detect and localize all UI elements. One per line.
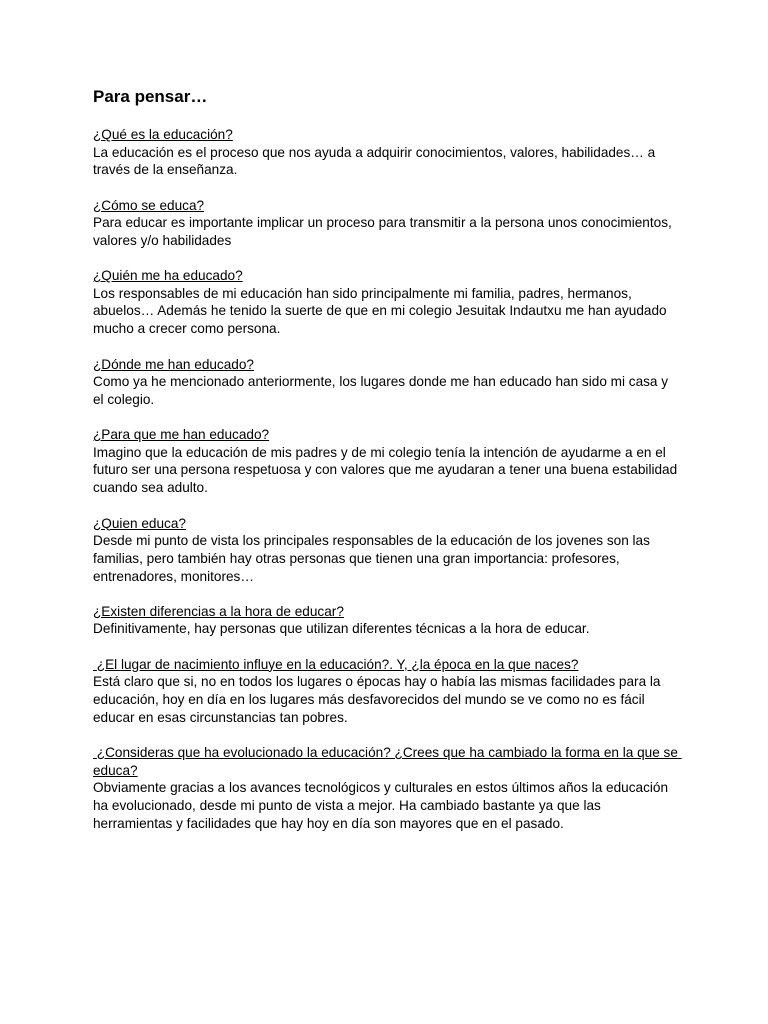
qa-section-birthplace [93, 656, 681, 727]
qa-section-differences [93, 603, 681, 638]
question-heading: ¿Qué es la educación? [93, 127, 233, 142]
question-heading: ¿El lugar de nacimiento influye en la educación?. Y, ¿la época en la que naces? [93, 656, 579, 672]
question-heading: ¿Cómo se educa? [93, 197, 205, 213]
question-heading: ¿Existen diferencias a la hora de educar? [93, 603, 344, 619]
qa-section-who-educated-me [93, 267, 681, 338]
answer-paragraph: Imagino que la educación de mis padres y de mi colegio tenía la intención de ayudarme a en el futuro ser una persona respetuosa y con valores que me ayudaran a tener una buena estabilidad cuando sea adulto. [93, 444, 678, 496]
qa-section-who-educates [93, 515, 681, 586]
qa-section-why-educated [93, 426, 681, 497]
qa-section-what-is-education [93, 126, 681, 179]
document-title: Para pensar… [93, 87, 208, 106]
qa-section-how-to-educate [93, 197, 681, 250]
answer-paragraph: Obviamente gracias a los avances tecnológicos y culturales en estos últimos años la educación ha evolucionado, desde mi punto de vista a mejor. Ha cambiado bastante ya que las herramientas y facilidades que hay hoy en día son mayores que en el pasado. [93, 780, 669, 831]
question-heading: ¿Para que me han educado? [93, 427, 270, 443]
answer-paragraph: Como ya he mencionado anteriormente, los lugares donde me han educado han sido mi casa y el colegio. [93, 374, 669, 407]
answer-paragraph: Definitivamente, hay personas que utilizan diferentes técnicas a la hora de educar. [93, 621, 590, 637]
question-heading: ¿Dónde me han educado? [93, 356, 254, 372]
answer-paragraph: La educación es el proceso que nos ayuda a adquirir conocimientos, valores, habilidades… a través de la enseñanza. [93, 144, 656, 178]
document-page [93, 86, 681, 850]
answer-paragraph: Para educar es importante implicar un proceso para transmitir a la persona unos conocimientos, valores y/o habilidades [93, 215, 672, 248]
question-heading: ¿Consideras que ha evolucionado la educación? ¿Crees que ha cambiado la forma en la que se educa? [93, 745, 682, 778]
qa-section-where-educated [93, 356, 681, 409]
qa-section-evolution [93, 744, 681, 832]
answer-paragraph: Los responsables de mi educación han sido principalmente mi familia, padres, hermanos, abuelos… Además he tenido la suerte de que en mi colegio Jesuitak Indautxu me han ayudado mucho a crecer como persona. [93, 285, 667, 337]
question-heading: ¿Quién me ha educado? [93, 268, 243, 284]
question-heading: ¿Quien educa? [93, 515, 186, 531]
answer-paragraph: Está claro que si, no en todos los lugares o épocas hay o había las mismas facilidades para la educación, hoy en día en los lugares más desfavorecidos del mundo se ve como no es fácil educar en esas circunstancias tan pobres. [93, 674, 661, 725]
answer-paragraph: Desde mi punto de vista los principales responsables de la educación de los jovenes son las familias, pero también hay otras personas que tienen una gran importancia: profesores, entrenadores, monitores… [93, 533, 650, 584]
